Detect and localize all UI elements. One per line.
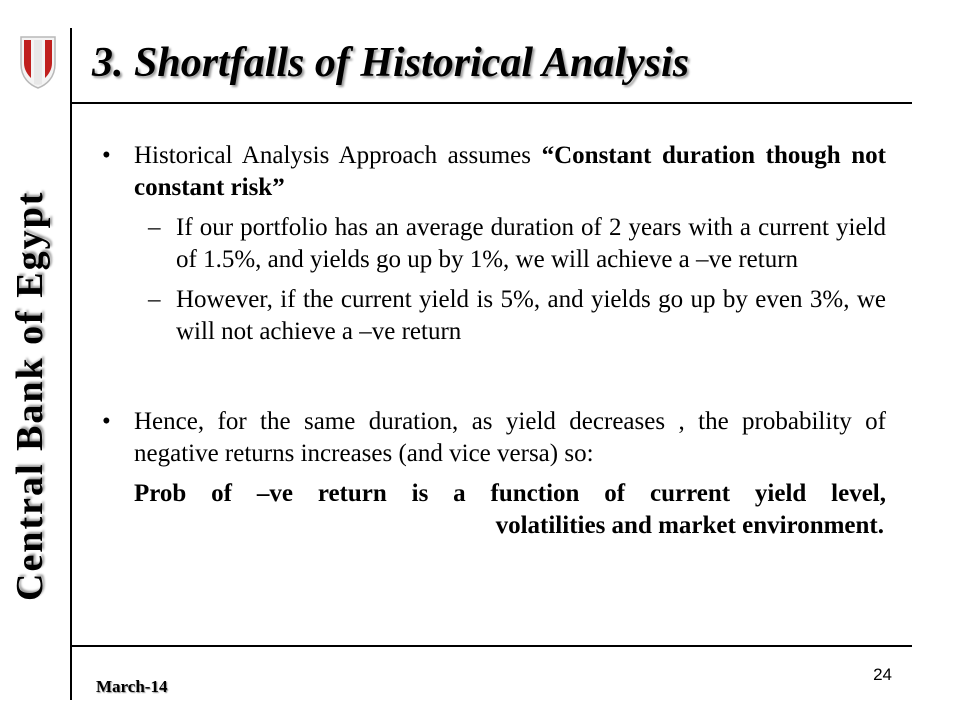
conclusion-statement	[134, 478, 886, 542]
slide-title: 3. Shortfalls of Historical Analysis	[92, 40, 690, 86]
conclusion-line-1: Prob of –ve return is a function of current yield level,	[134, 480, 886, 507]
sub-bullet-item	[148, 284, 886, 348]
title-underline-rule	[70, 102, 912, 104]
bullet-bold-text: “Constant duration though not constant risk”	[134, 142, 886, 201]
conclusion-line-2: volatilities and market environment.	[495, 512, 884, 539]
side-bank-name: Central Bank of Egypt	[9, 190, 51, 601]
bullet-text: Hence, for the same duration, as yield decreases , the probability of negative returns increases (and vice versa) so:	[134, 408, 886, 467]
slide-body	[96, 140, 886, 542]
bullet-item	[96, 406, 886, 470]
bullet-mark: •	[102, 142, 111, 169]
footer-rule	[70, 645, 912, 647]
bullet-item	[96, 140, 886, 204]
bullet-mark: •	[102, 408, 111, 435]
bullet-text: Historical Analysis Approach assumes	[134, 142, 542, 169]
dash-mark: –	[148, 214, 161, 241]
page-number: 24	[873, 665, 892, 684]
cbe-shield-logo-icon	[18, 34, 58, 90]
sub-bullet-text: However, if the current yield is 5%, and yields go up by even 3%, we will not achieve a –ve return	[176, 286, 886, 345]
footer-date: March-14	[96, 677, 168, 696]
sub-bullet-text: If our portfolio has an average duration of 2 years with a current yield of 1.5%, and yields go up by 1%, we will achieve a –ve return	[176, 214, 886, 273]
dash-mark: –	[148, 286, 161, 313]
left-vertical-rule	[70, 28, 72, 700]
sub-bullet-item	[148, 212, 886, 276]
